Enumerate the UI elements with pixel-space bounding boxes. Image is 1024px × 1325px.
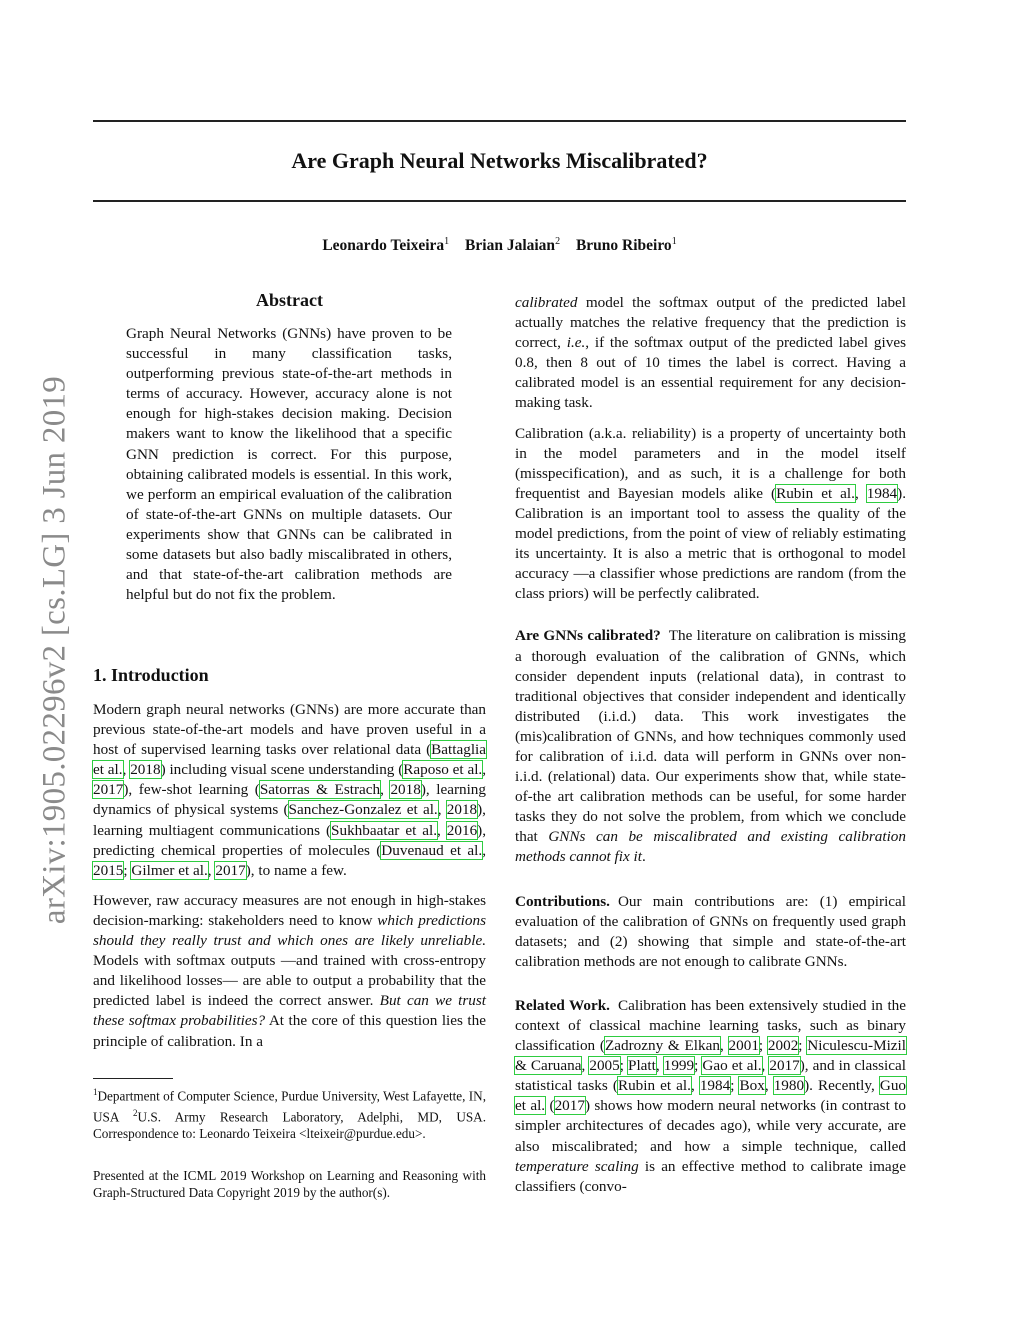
citation-link[interactable]: 2018	[130, 761, 161, 779]
footnote-rule	[93, 1078, 173, 1079]
paper-title: Are Graph Neural Networks Miscalibrated?	[291, 148, 708, 173]
citation-link[interactable]: 2016	[446, 821, 478, 839]
run-in-heading: Related Work.	[515, 996, 610, 1014]
citation-link[interactable]: 1984	[866, 484, 898, 502]
citation-link[interactable]: Gao et al.	[702, 1057, 762, 1075]
title-bottom-rule	[93, 200, 906, 202]
citation-link[interactable]: Gilmer et al.	[131, 861, 208, 879]
citation-link[interactable]: 2017	[93, 781, 124, 799]
author-name: Bruno Ribeiro	[575, 237, 672, 255]
right-column	[515, 293, 906, 1207]
arxiv-watermark: arXiv:1905.02296v2 [cs.LG] 3 Jun 2019	[36, 375, 73, 925]
run-in-heading: Contributions.	[515, 892, 610, 910]
run-in-heading: Are GNNs calibrated?	[515, 627, 661, 645]
citation-link[interactable]: 1980	[773, 1077, 805, 1095]
abstract-heading: Abstract	[256, 290, 323, 310]
citation-link[interactable]: 2005	[589, 1057, 620, 1075]
intro-paragraph-2: However, raw accuracy measures are not enough in high-stakes decision-marking: stakeholders need to know which predictions should they really trust and which ones are likely unreliable. Models with softmax outputs —and trained with cross-entropy and likelihood losses— are able to output a probability that the predicted label is indeed the correct answer. But can we trust these softmax probabilities? At the core of this question lies the principle of calibration. In a	[93, 891, 486, 1050]
citation-link[interactable]: Raposo et al.	[403, 761, 483, 779]
abstract-body: Graph Neural Networks (GNNs) have proven to be successful in many classification tasks, outperforming previous state-of-the-art methods in terms of accuracy. However, accuracy alone is not enough for high-stakes decision making. Decision makers want to know the likelihood that a specific GNN prediction is correct. For this purpose, obtaining calibrated models is essential. In this work, we perform an empirical evaluation of the calibration of state-of-the-art GNNs on multiple datasets. Our experiments show that GNNs can be calibrated in some datasets but also badly miscalibrated in others, and that state-of-the-art calibration methods are helpful but do not fix the problem.	[126, 325, 452, 604]
footnote-presented: Presented at the ICML 2019 Workshop on Learning and Reasoning with Graph-Structured Data Copyright 2019 by the author(s).	[93, 1168, 486, 1200]
citation-link[interactable]: Duvenaud et al.	[381, 841, 483, 859]
footnote-affiliations: $^1$Department of Computer Science, Purdue University, West Lafayette, IN, USA $^2$U.S. Army Research Laboratory, Adelphi, MD, USA. Correspondence to: Leonardo Teixeira <lteixeir@purdue.edu>.	[93, 1087, 486, 1141]
title-top-rule	[93, 120, 906, 122]
citation-link[interactable]: Sanchez-Gonzalez et al.	[288, 801, 438, 819]
citation-link[interactable]: 2018	[446, 801, 478, 819]
citation-link[interactable]: 2017	[554, 1097, 585, 1115]
citation-link[interactable]: 1984	[699, 1077, 731, 1095]
citation-link[interactable]: 1999	[663, 1057, 695, 1075]
body-paragraph: Related Work. Calibration has been extensively studied in the context of classical machine learning tasks, such as binary classification (Zadrozny & Elkan, 2001; 2002; Niculescu-Mizil & Caruana, 2005; Platt, 1999; Gao et al., 2017), and in classical statistical tasks (Rubin et al., 1984; Box, 1980). Recently, Guo et al. (2017) shows how modern neural networks (in contrast to simpler architectures of decades ago), while very accurate, are also miscalibrated; and how a simple technique, called temperature scaling is an effective method to calibrate image classifiers (convo-	[515, 996, 907, 1195]
citation-link[interactable]: Rubin et al.	[776, 484, 855, 502]
citation-link[interactable]: Sukhbaatar et al.	[331, 821, 438, 839]
citation-link[interactable]: Niculescu-Mizil & Caruana	[515, 1037, 906, 1075]
body-paragraph: Calibration (a.k.a. reliability) is a property of uncertainty both in the model parameters and in the model itself (misspecification), and as such, it is a challenge for both frequentist and Bayesian models alike (Rubin et al., 1984). Calibration is an important tool to assess the quality of the model predictions, from the point of view of reliably estimating its uncertainty. It is also a metric that is orthogonal to model accuracy —a classifier whose predictions are random (from the class priors) will be perfectly calibrated.	[515, 424, 906, 603]
author-name: Brian Jalaian	[465, 237, 556, 255]
citation-link[interactable]: 2018	[390, 781, 421, 799]
intro-paragraph-1: Modern graph neural networks (GNNs) are more accurate than previous state-of-the-art models and have proven useful in a host of supervised learning tasks over relational data (Battaglia et al., 2018) including visual scene understanding (Raposo et al., 2017), few-shot learning (Satorras & Estrach, 2018), learning dynamics of physical systems (Sanchez-Gonzalez et al., 2018), learning multiagent communications (Sukhbaatar et al., 2016), predicting chemical properties of molecules (Duvenaud et al., 2015; Gilmer et al., 2017), to name a few.	[93, 701, 487, 879]
intro-column	[93, 700, 486, 1062]
citation-link[interactable]: 2017	[215, 861, 246, 879]
body-paragraph: calibrated model the softmax output of the predicted label actually matches the relative frequency that the prediction is correct, i.e., if the softmax output of the predicted label gives 0.8, then 8 out of 10 times the label is correct. Having a calibrated model is an essential requirement for any decision-making task.	[515, 294, 906, 412]
citation-link[interactable]: 2002	[767, 1037, 799, 1055]
section-heading-introduction: 1. Introduction	[93, 665, 209, 685]
citation-link[interactable]: Rubin et al.	[617, 1077, 691, 1095]
citation-link[interactable]: Zadrozny & Elkan	[604, 1037, 720, 1055]
citation-link[interactable]: Satorras & Estrach	[259, 781, 381, 799]
citation-link[interactable]: Battaglia et al.	[93, 741, 486, 779]
citation-link[interactable]: 2017	[769, 1057, 800, 1075]
author-name: Leonardo Teixeira	[322, 237, 445, 255]
citation-link[interactable]: Guo et al.	[515, 1077, 907, 1115]
citation-link[interactable]: 2015	[93, 861, 124, 879]
body-paragraph: Are GNNs calibrated? The literature on calibration is missing a thorough evaluation of the calibration of GNNs, which consider dependent inputs (relational data), in contrast to traditional objectives that consider independent and identically distributed (i.i.d.) data. This work investigates the (mis)calibration of GNNs, and how techniques commonly used for calibration of i.i.d. data will perform in GNNs over non-i.i.d. (relational) data. Our experiments show that, while state-of-the art calibration methods can be useful, for some harder tasks they do not solve the problem, from which we conclude that GNNs can be miscalibrated and existing calibration methods cannot fix it.	[515, 627, 906, 866]
body-paragraph: Contributions. Our main contributions are: (1) empirical evaluation of the calibration of GNNs on frequently used graph datasets; and (2) showing that simple and state-of-the-art calibration methods are not enough to calibrate GNNs.	[515, 892, 906, 970]
citation-link[interactable]: 2001	[728, 1037, 759, 1055]
citation-link[interactable]: Box	[739, 1077, 765, 1095]
citation-link[interactable]: Platt	[628, 1057, 656, 1075]
author-list: Leonardo Teixeira$^1$ Brian Jalaian$^2$ Bruno Ribeiro$^1$	[322, 236, 677, 255]
